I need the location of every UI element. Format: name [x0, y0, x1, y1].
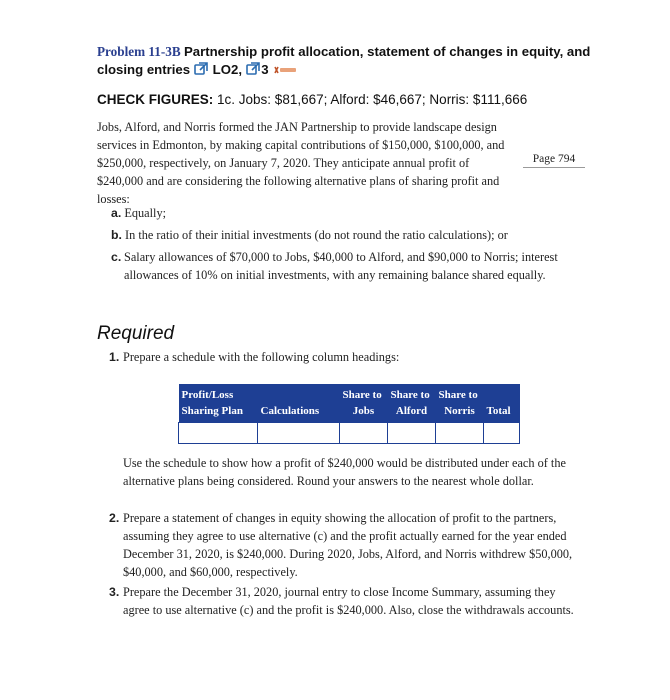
check-figures: [97, 92, 527, 107]
learning-objective-icon-2[interactable]: [246, 62, 260, 81]
schedule-header-cell: [484, 384, 520, 403]
alternative-b: [111, 227, 566, 245]
check-figures-label: CHECK FIGURES:: [97, 92, 214, 107]
required-item-1: [109, 348, 579, 366]
problem-description: Jobs, Alford, and Norris formed the JAN Partnership to provide landscape design services in Edmonton, by making capital contributions of $150,000, $100,000, and $250,000, respectively, on January 7, 2020. They anticipate annual profit of $240,000 and are considering the following alternative plans of sharing profit and losses:: [97, 120, 505, 206]
schedule-header-cell: Norris: [436, 403, 484, 423]
lo3-link[interactable]: 3: [261, 62, 269, 77]
schedule-cell: [258, 423, 340, 444]
required-text: Prepare the December 31, 2020, journal entry to close Income Summary, assuming they agree to use alternative (c) and the profit is $240,000. Also, close the withdrawals accounts.: [123, 585, 574, 617]
required-number: 2.: [109, 511, 120, 525]
learning-objective-icon[interactable]: [194, 62, 208, 81]
check-figures-values: 1c. Jobs: $81,667; Alford: $46,667; Norris: $111,666: [217, 92, 528, 107]
alternative-text: In the ratio of their initial investments (do not round the ratio calculations); or: [125, 228, 508, 242]
required-text: Use the schedule to show how a profit of $240,000 would be distributed under each of the alternative plans being considered. Round your answers to the nearest whole dollar.: [123, 456, 566, 488]
schedule-header-row-2: [179, 403, 520, 423]
required-item-2: [109, 509, 579, 581]
problem-title-line2: [97, 61, 597, 81]
alternative-text: Equally;: [124, 206, 167, 220]
excel-icon[interactable]: [274, 62, 298, 80]
required-item-1-continued: [109, 454, 579, 490]
problem-title-text-2: closing entries: [97, 62, 191, 77]
required-number: 1.: [109, 350, 120, 364]
schedule-header-cell: Share to: [436, 384, 484, 403]
schedule-header-cell: Share to: [388, 384, 436, 403]
schedule-header-cell: Sharing Plan: [179, 403, 258, 423]
alternative-c: [111, 249, 566, 284]
schedule-header-cell: Alford: [388, 403, 436, 423]
page-reference: Page 794: [523, 153, 585, 168]
problem-label: Problem 11-3B: [97, 44, 181, 59]
required-heading: Required: [97, 323, 175, 344]
required-text: Prepare a schedule with the following column headings:: [123, 350, 400, 364]
schedule-header-row: [179, 384, 520, 403]
problem-title: [97, 43, 597, 61]
schedule-table: [178, 384, 520, 444]
schedule-header-cell: Total: [484, 403, 520, 423]
schedule-cell: [340, 423, 388, 444]
lo-link[interactable]: LO2,: [212, 62, 242, 77]
alternative-key: a.: [111, 206, 122, 220]
schedule-header-cell: [258, 384, 340, 403]
schedule-header-cell: Share to: [340, 384, 388, 403]
schedule-header-cell: Calculations: [258, 403, 340, 423]
schedule-cell: [179, 423, 258, 444]
schedule-cell: [484, 423, 520, 444]
schedule-empty-row: [179, 423, 520, 444]
alternative-key: b.: [111, 228, 122, 242]
required-item-3: [109, 583, 579, 619]
schedule-header-cell: Jobs: [340, 403, 388, 423]
schedule-cell: [388, 423, 436, 444]
alternative-text: Salary allowances of $70,000 to Jobs, $40,000 to Alford, and $90,000 to Norris; interest allowances of 10% on initial investments, with any remaining balance shared equally.: [124, 250, 558, 282]
problem-title-text: Partnership profit allocation, statement of changes in equity, and: [183, 44, 591, 59]
required-text: Prepare a statement of changes in equity showing the allocation of profit to the partners, assuming they agree to use alternative (c) and the profit actually earned for the year ended December 31, 2020, is $240,000. During 2020, Jobs, Alford, and Norris withdrew $50,000, $40,000, and $60,000, respectively.: [123, 511, 573, 579]
problem-header: [97, 43, 597, 81]
alternative-a: [111, 205, 566, 223]
schedule-header-cell: Profit/Loss: [179, 384, 258, 403]
alternative-key: c.: [111, 250, 122, 264]
schedule-cell: [436, 423, 484, 444]
required-number: 3.: [109, 585, 120, 599]
